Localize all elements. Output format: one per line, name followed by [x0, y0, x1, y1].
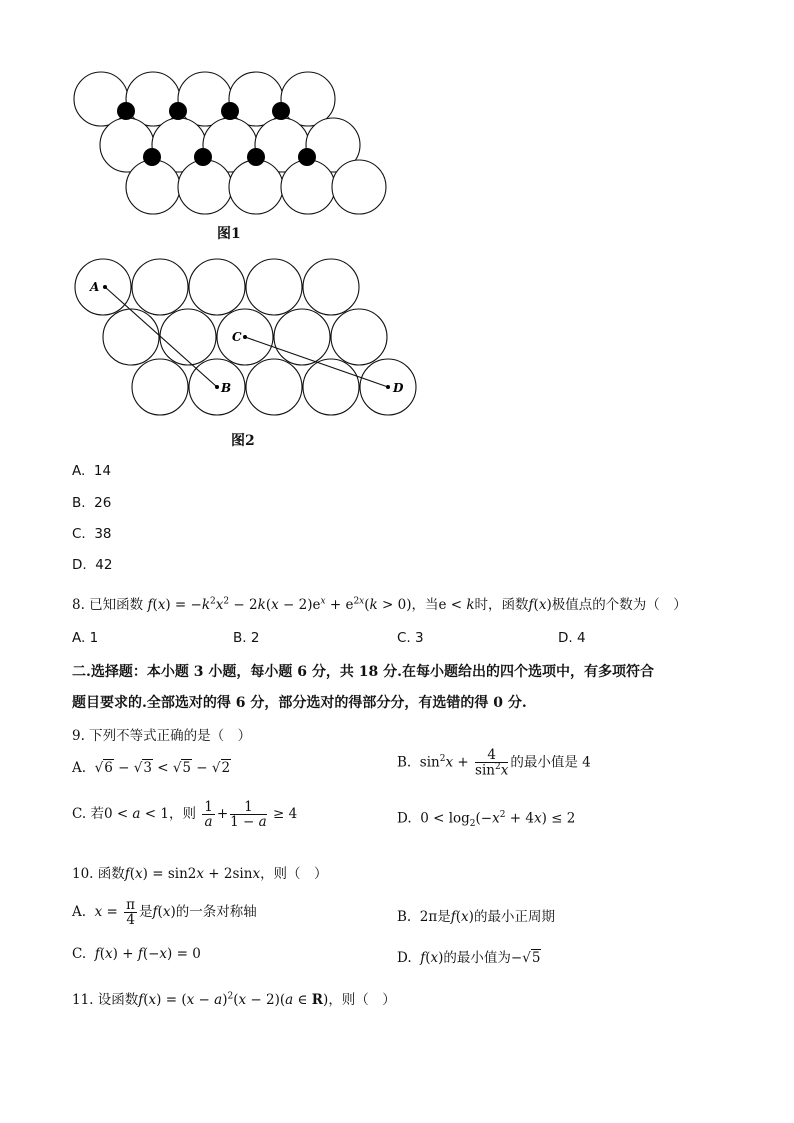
label-b: B — [221, 381, 232, 395]
q10-option-a[interactable]: A. x = $\frac{\pi}{4}$ 是f(x)的一条对称轴 — [72, 897, 257, 929]
q9-option-b[interactable]: B. $\sin^2x$ + $\frac{4}{\sin^2x}$ 的最小值是 4 — [397, 747, 591, 779]
q10-stem: 10. 函数f(x) = sin2x + 2sinx，则（ ） — [72, 866, 328, 882]
q7-option-c[interactable]: C. 38 — [72, 526, 112, 542]
q8-stem: 8. 已知函数 $f(x) = -k^2x^2 - 2k(x - 2)e^x + e^{2x}(k > 0)$，当e < k时，函数f(x)极值点的个数为（ ） — [72, 596, 687, 613]
q9-option-d[interactable]: D. $0 < \log_2(-x^2 + 4x) \le 2$ — [397, 810, 576, 830]
q9-stem: 9. 下列不等式正确的是（ ） — [72, 728, 252, 744]
section-2-line-1: 二.选择题：本小题 3 小题，每小题 6 分，共 18 分.在每小题给出的四个选项中，有多项符合 — [72, 664, 654, 680]
q7-option-b[interactable]: B. 26 — [72, 495, 112, 511]
dot — [221, 102, 239, 120]
q8-option-a[interactable]: A. 1 — [72, 630, 99, 646]
figure-2 — [62, 254, 427, 424]
figure-1 — [60, 62, 400, 222]
q8-option-c[interactable]: C. 3 — [397, 630, 424, 646]
label-c: C — [232, 330, 242, 344]
q9-option-c[interactable]: C. 若0 < a < 1，则 $\frac{1}{a}$ + $\frac{1}{1 - a}$ ≥ 4 — [72, 799, 298, 831]
q11-stem: 11. 设函数$f(x) = (x - a)^2(x - 2)(a$ ∈ R)，则（ ） — [72, 991, 396, 1008]
dot — [298, 148, 316, 166]
dot — [143, 148, 161, 166]
section-2-line-2: 题目要求的.全部选对的得 6 分，部分选对的得部分分，有选错的得 0 分. — [72, 695, 527, 711]
figure-1-caption: 图1 — [217, 226, 241, 242]
q8-option-d[interactable]: D. 4 — [558, 630, 586, 646]
dot — [169, 102, 187, 120]
dot — [194, 148, 212, 166]
q7-option-a[interactable]: A. 14 — [72, 463, 112, 479]
q8-option-b[interactable]: B. 2 — [233, 630, 260, 646]
q9-option-a[interactable]: A. √6 − √3 < √5 − √2 — [72, 760, 231, 776]
q7-option-d[interactable]: D. 42 — [72, 557, 113, 573]
q10-option-d[interactable]: D. f(x)的最小值为−√5 — [397, 950, 541, 966]
dot — [272, 102, 290, 120]
dot — [247, 148, 265, 166]
dot — [117, 102, 135, 120]
q10-option-b[interactable]: B. 2π是f(x)的最小正周期 — [397, 909, 555, 925]
label-a: A — [90, 280, 100, 294]
q10-option-c[interactable]: C. f(x) + f(−x) = 0 — [72, 946, 201, 962]
figure-2-caption: 图2 — [231, 433, 255, 449]
label-d: D — [393, 381, 404, 395]
